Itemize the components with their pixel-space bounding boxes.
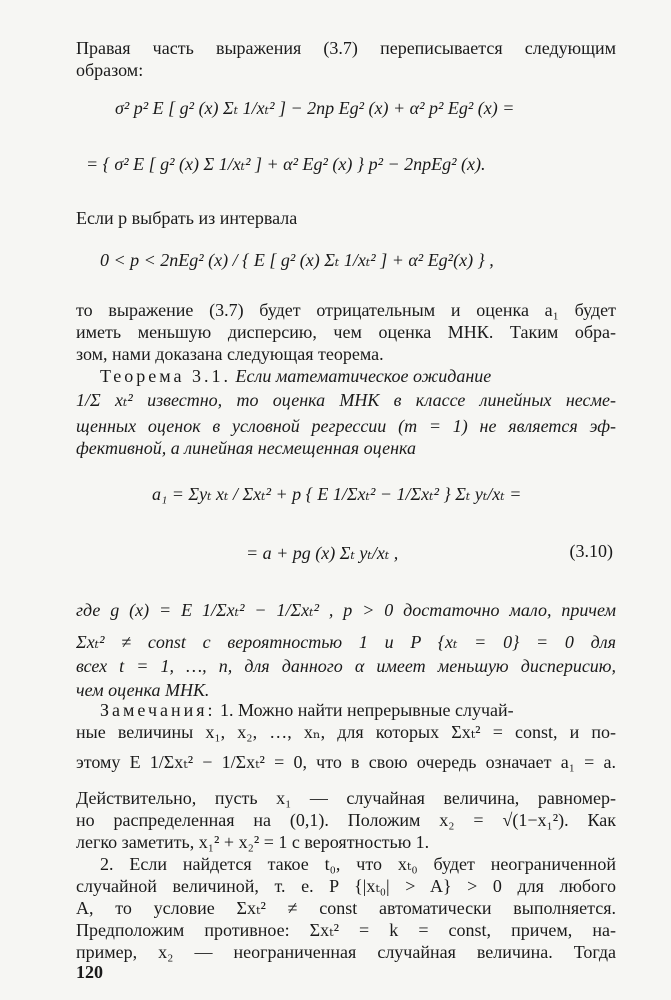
text-line: Действительно, пусть x₁ — случайная величина, равномер-: [76, 788, 616, 808]
text-line: но распределенная на (0,1). Положим x₂ = √(1−x₁²). Как: [76, 810, 616, 830]
formula-line-1: σ² p² E [ g² (x) Σₜ 1/xₜ² ] − 2np Eg² (x) + α² p² Eg² (x) =: [115, 98, 515, 118]
theorem-text-line: 1/Σ xₜ² известно, то оценка МНК в классе линейных несме-: [76, 390, 616, 410]
text-line: зом, нами доказана следующая теорема.: [76, 344, 384, 364]
theorem-heading-line: [76, 364, 616, 388]
text-line: 2. Если найдется такое t₀, что xₜ₀ будет неограниченной: [100, 854, 616, 874]
theorem-text-line: где g (x) = E 1/Σxₜ² − 1/Σxₜ² , p > 0 достаточно мало, причем: [76, 600, 616, 620]
theorem-text-line: щенных оценок в условной регрессии (m = 1) не является эф-: [76, 416, 616, 436]
text-line: случайной величиной, т. е. P {|xₜ₀| > A} > 0 для любого: [76, 876, 616, 896]
theorem-text-line: Σxₜ² ≠ const с вероятностью 1 и P {xₜ = 0} = 0 для: [76, 632, 616, 652]
remarks-heading-line: [76, 698, 616, 722]
text-line: образом:: [76, 60, 144, 80]
text-line: иметь меньшую дисперсию, чем оценка МНК. Таким обра-: [76, 322, 616, 342]
text-line: A, то условие Σxₜ² ≠ const автоматически выполняется.: [76, 898, 616, 918]
text-line: ные величины x₁, x₂, …, xₙ, для которых Σxₜ² = const, и по-: [76, 722, 616, 742]
text-line: Предположим противное: Σxₜ² = k = const, причем, на-: [76, 920, 616, 940]
text-line: то выражение (3.7) будет отрицательным и оценка a₁ будет: [76, 300, 616, 320]
text-line: легко заметить, x₁² + x₂² = 1 с вероятностью 1.: [76, 832, 430, 852]
remarks-label: Замечания:: [100, 700, 216, 720]
formula-interval: 0 < p < 2nEg² (x) / { E [ g² (x) Σₜ 1/xₜ² ] + α² Eg²(x) } ,: [100, 250, 494, 270]
theorem-text-line: чем оценка МНК.: [76, 680, 210, 700]
text-line: Если p выбрать из интервала: [76, 208, 298, 228]
text-line: пример, x₂ — неограниченная случайная величина. Тогда: [76, 942, 616, 962]
theorem-text-line: всех t = 1, …, n, для данного α имеет меньшую дисперисию,: [76, 656, 616, 676]
text-line: этому E 1/Σxₜ² − 1/Σxₜ² = 0, что в свою очередь означает a₁ = a.: [76, 752, 616, 772]
remarks-text: 1. Можно найти непрерывные случай-: [220, 700, 514, 720]
formula-line-2: = { σ² E [ g² (x) Σ 1/xₜ² ] + α² Eg² (x) } p² − 2npEg² (x).: [86, 154, 486, 174]
page-number: 120: [76, 962, 103, 982]
text-line: Правая часть выражения (3.7) переписывается следующим: [76, 38, 616, 58]
theorem-label: Теорема 3.1.: [100, 366, 232, 386]
equation-number: (3.10): [569, 541, 613, 561]
formula-estimate-1: a₁ = Σyₜ xₜ / Σxₜ² + p { E 1/Σxₜ² − 1/Σxₜ² } Σₜ yₜ/xₜ =: [152, 484, 522, 504]
formula-estimate-2: = a + pg (x) Σₜ yₜ/xₜ ,: [246, 543, 399, 563]
theorem-text: Если математическое ожидание: [235, 366, 492, 386]
theorem-text-line: фективной, а линейная несмещенная оценка: [76, 438, 416, 458]
